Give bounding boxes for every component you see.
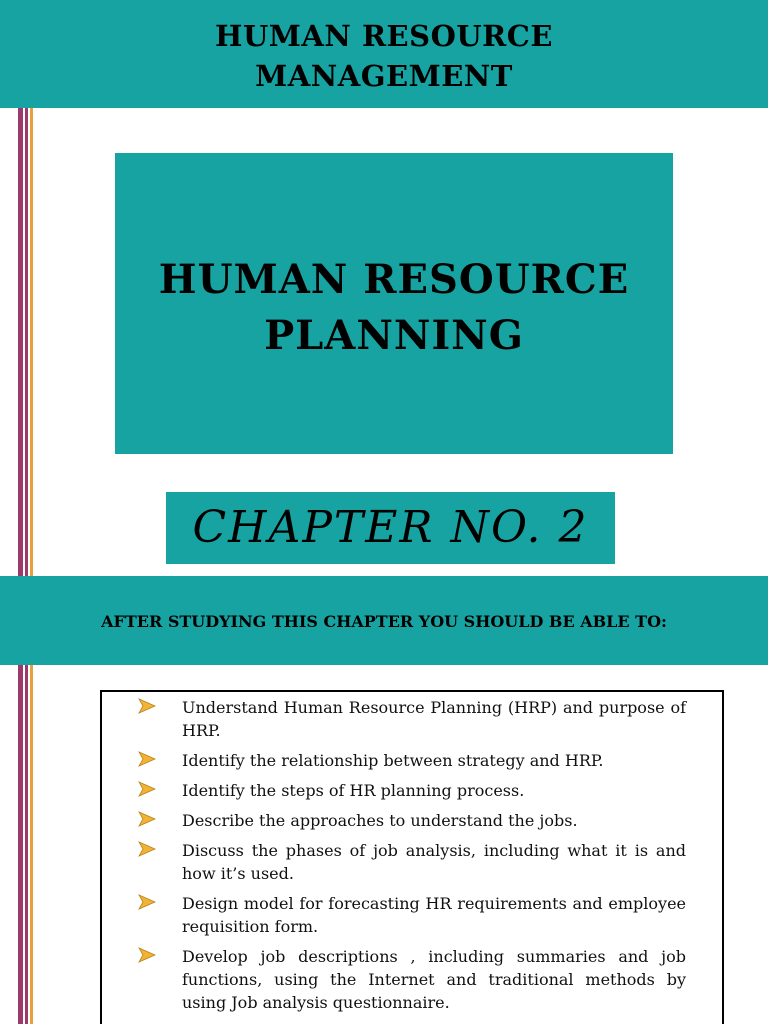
objectives-list [132, 696, 686, 1021]
list-item [132, 749, 686, 772]
list-item-text: Identify the relationship between strategy and HRP. [182, 751, 604, 770]
objectives-heading: AFTER STUDYING THIS CHAPTER YOU SHOULD BE ABLE TO: [101, 612, 667, 631]
list-item [132, 945, 686, 1014]
list-item [132, 809, 686, 832]
hero-title-line1: HUMAN RESOURCE [158, 256, 630, 303]
arrow-bullet-icon [138, 811, 156, 827]
decorative-stripe-purple-thin [25, 0, 28, 1024]
chapter-box [166, 492, 615, 564]
chapter-label: CHAPTER NO. 2 [192, 502, 589, 553]
header-title [0, 16, 768, 96]
hero-title [0, 252, 768, 364]
list-item [132, 779, 686, 802]
arrow-bullet-icon [138, 781, 156, 797]
list-item [132, 696, 686, 742]
list-item-text: Discuss the phases of job analysis, including what it is and how it’s used. [182, 841, 686, 883]
list-item-text: Develop job descriptions , including summaries and job functions, using the Internet and traditional methods by using Job analysis questionnaire. [182, 947, 686, 1012]
list-item [132, 839, 686, 885]
list-item-text: Design model for forecasting HR requirements and employee requisition form. [182, 894, 686, 936]
decorative-stripe-orange [30, 0, 33, 1024]
arrow-bullet-icon [138, 698, 156, 714]
hero-title-line2: PLANNING [264, 312, 524, 359]
arrow-bullet-icon [138, 841, 156, 857]
objectives-list-box [100, 690, 724, 1024]
arrow-bullet-icon [138, 947, 156, 963]
list-item [132, 892, 686, 938]
arrow-bullet-icon [138, 751, 156, 767]
header-title-line1: HUMAN RESOURCE [215, 19, 553, 53]
list-item-text: Identify the steps of HR planning process. [182, 781, 525, 800]
list-item-text: Understand Human Resource Planning (HRP) and purpose of HRP. [182, 698, 686, 740]
list-item-text: Describe the approaches to understand the jobs. [182, 811, 578, 830]
decorative-stripe-purple [18, 0, 23, 1024]
arrow-bullet-icon [138, 894, 156, 910]
header-title-line2: MANAGEMENT [255, 59, 513, 93]
